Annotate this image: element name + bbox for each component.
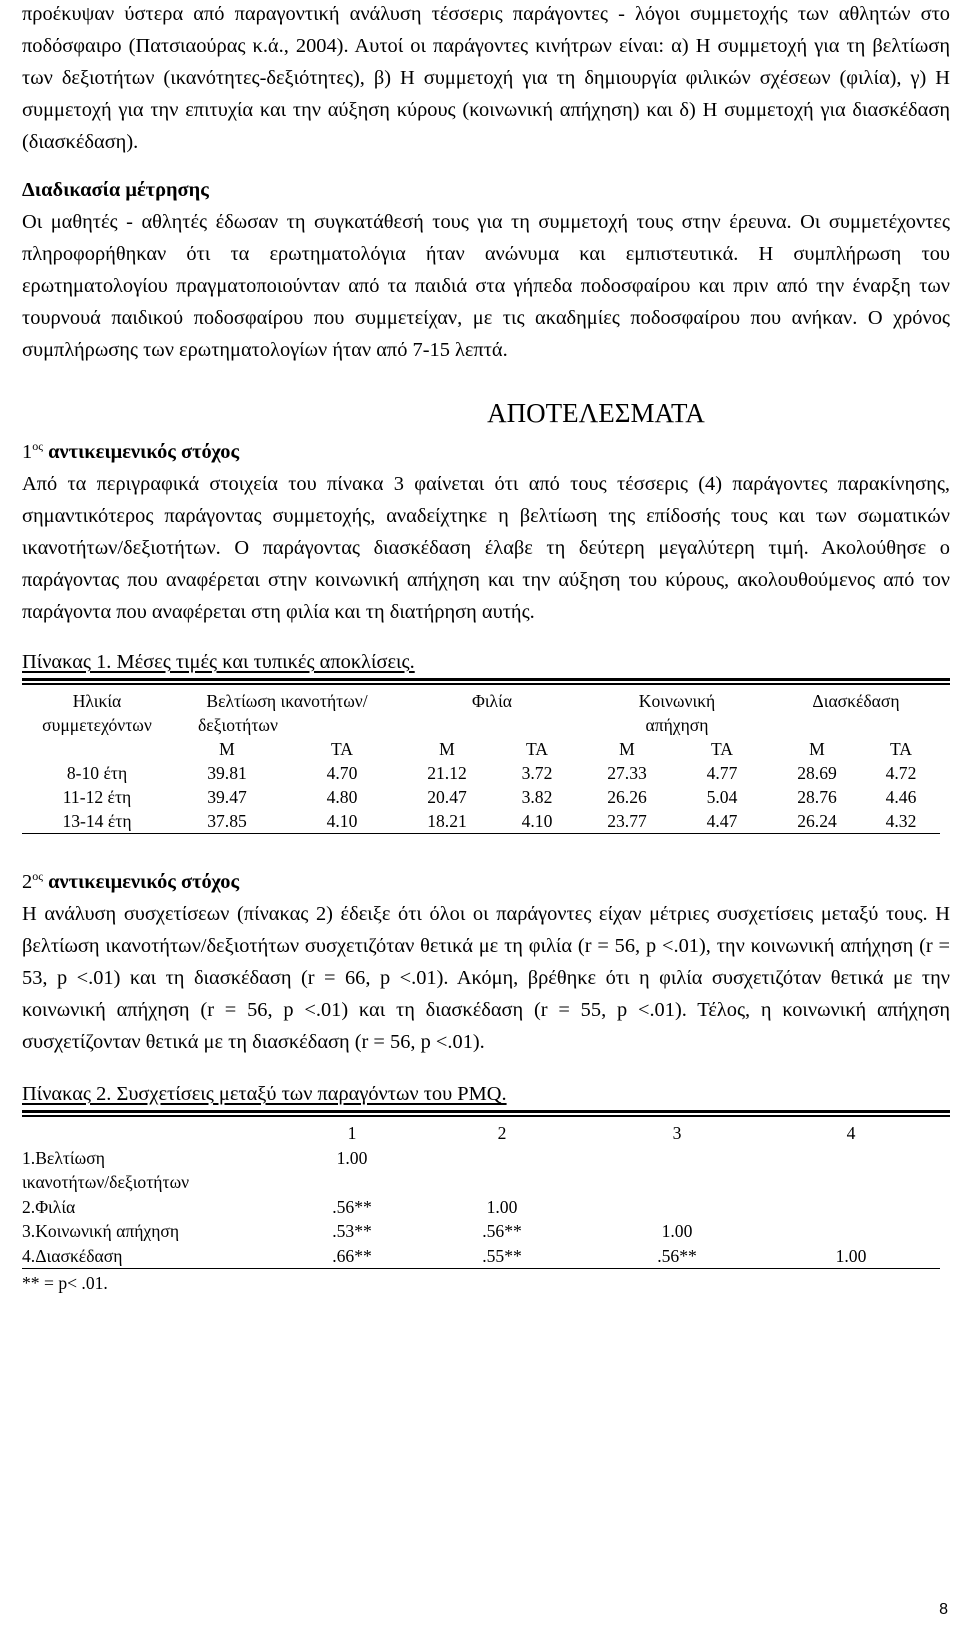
table2-col-header: 4 — [846, 1123, 856, 1143]
table2 — [22, 1121, 940, 1268]
intro-paragraph: προέκυψαν ύστερα από παραγοντική ανάλυση τέσσερις παράγοντες - λόγοι συμμετοχής των αθλητών στο ποδόσφαιρο (Πατσιαούρας κ.ά., 2004). Αυτοί οι παράγοντες κινήτρων είναι: α) Η συμμετοχή για τη βελτίωση των δεξιοτήτων (ικανότητες-δεξιότητες), β) Η συμμετοχή για τη δημιουργία φιλικών σχέσεων (φιλία), γ) Η συμμετοχή για την επιτυχία και την αύξηση κύρους (κοινωνική απήχηση) και δ) Η συμμετοχή για διασκέδαση (διασκέδαση). — [22, 3, 950, 153]
table-cell: .53** — [332, 1221, 372, 1241]
table-cell: 5.04 — [706, 787, 738, 807]
table2-bottom-rule — [22, 1268, 940, 1269]
table-cell: 37.85 — [207, 811, 247, 831]
table-cell: 26.26 — [607, 787, 647, 807]
table2-caption: Πίνακας 2. Συσχετίσεις μεταξύ των παραγόντων του PMQ. — [22, 1083, 507, 1105]
table-cell — [412, 1170, 592, 1195]
table-cell — [762, 1219, 940, 1244]
procedure-heading: Διαδικασία μέτρησης — [22, 179, 209, 201]
table-cell: 28.76 — [797, 787, 837, 807]
table-cell: 4.47 — [706, 811, 738, 831]
table1-head-sd: ΤΑ — [330, 739, 354, 759]
table2-row-label: 3.Κοινωνική απήχηση — [22, 1221, 180, 1241]
table-cell: 27.33 — [607, 763, 647, 783]
table1-head-m: Μ — [809, 739, 825, 759]
table-cell: .55** — [482, 1245, 522, 1266]
procedure-paragraph: Οι μαθητές - αθλητές έδωσαν τη συγκατάθεσή τους για τη συμμετοχή τους στην έρευνα. Οι συμμετέχοντες πληροφορήθηκαν ότι τα ερωτηματολόγια ήταν ανώνυμα και εμπιστευτικά. Η συμπλήρωση του ερωτηματολογίου πραγματοποιούνταν από τα παιδιά στα γήπεδα ποδοσφαίρου και πριν από την έναρξη των τουρνουά παιδικού ποδοσφαίρου που συμμετείχαν, με τις ακαδημίες ποδοσφαίρου που ανήκαν. Ο χρόνος συμπλήρωσης των ερωτηματολογίων ήταν από 7-15 λεπτά. — [22, 211, 950, 361]
goal1-heading — [22, 430, 950, 468]
table-row — [22, 809, 940, 833]
document-page — [22, 0, 950, 1295]
table1-head-m: Μ — [219, 739, 235, 759]
table-cell: 3.82 — [521, 787, 553, 807]
goal2-ordinal: ος — [32, 869, 43, 883]
table-cell — [762, 1170, 940, 1195]
table2-col-header: 1 — [347, 1123, 357, 1143]
table-cell — [412, 1146, 592, 1171]
table2-col-header: 3 — [672, 1123, 682, 1143]
table1-head-skills-2: δεξιοτήτων — [198, 715, 278, 735]
goal2-paragraph: Η ανάλυση συσχετίσεων (πίνακας 2) έδειξε ότι όλοι οι παράγοντες είχαν μέτριες συσχετίσεις μεταξύ τους. Η βελτίωση ικανοτήτων/δεξιοτήτων συσχετιζόταν θετικά με τη φιλία (r = 56, p <.01), την κοινωνική απήχηση (r = 53, p <.01) και τη διασκέδαση (r = 66, p <.01). Ακόμη, βρέθηκε ότι η φιλία συσχετιζόταν θετικά με την κοινωνική απήχηση (r = 56, p <.01) και τη διασκέδαση (r = 55, p <.01). Τέλος, η κοινωνική απήχηση συσχετίζονταν θετικά με τη διασκέδαση (r = 56, p <.01). — [22, 903, 950, 1053]
goal2-number: 2 — [22, 871, 33, 893]
table1-head-friend: Φιλία — [471, 691, 513, 711]
table1-head-age-1: Ηλικία — [72, 691, 122, 711]
table1-age-cell: 13-14 έτη — [62, 811, 132, 831]
goal1-paragraph: Από τα περιγραφικά στοιχεία του πίνακα 3 φαίνεται ότι από τους τέσσερις (4) παράγοντες παρακίνησης, σημαντικότερος παράγοντας συμμετοχής, αναδείχτηκε η βελτίωση της επίδοσής τους και των σωματικών ικανοτήτων/δεξιοτήτων. Ο παράγοντας διασκέδαση έλαβε τη δεύτερη μεγαλύτερη τιμή. Ακολούθησε ο παράγοντας που αναφέρεται στην κοινωνική απήχηση και την αύξηση του κύρους, ακολουθούμενος από τον παράγοντα που αναφέρεται στη φιλία και τη διατήρηση αυτής. — [22, 473, 950, 623]
table2-row-label: ικανοτήτων/δεξιοτήτων — [22, 1172, 190, 1192]
table-cell: 4.77 — [706, 763, 738, 783]
table-cell: 4.46 — [885, 787, 917, 807]
table2-row-label: 2.Φιλία — [22, 1196, 76, 1217]
table-cell: 1.00 — [661, 1221, 693, 1241]
table2-col-header: 2 — [497, 1123, 507, 1143]
results-title: ΑΠΟΤΕΛΕΣΜΑΤΑ — [487, 398, 705, 428]
page-number: 8 — [939, 1601, 948, 1618]
table-cell: 23.77 — [607, 811, 647, 831]
table-cell: 4.80 — [326, 787, 358, 807]
table-cell: 28.69 — [797, 763, 837, 783]
table-cell: 1.00 — [835, 1245, 867, 1266]
table1-age-cell: 8-10 έτη — [66, 763, 128, 783]
table1-header-row-1 — [22, 689, 940, 713]
table2-top-rule — [22, 1110, 950, 1117]
table1-head-social-1: Κοινωνική — [638, 691, 716, 711]
table1-head-fun: Διασκέδαση — [812, 691, 900, 711]
table-row — [22, 1219, 940, 1244]
table1-header-row-2 — [22, 713, 940, 737]
goal2-label: αντικειμενικός στόχος — [48, 871, 240, 893]
table-row — [22, 1146, 940, 1171]
table-cell: 18.21 — [427, 811, 467, 831]
table-cell: .56** — [332, 1196, 372, 1217]
table-cell: 39.47 — [207, 787, 247, 807]
table-cell — [592, 1170, 762, 1195]
table-cell: 21.12 — [427, 763, 467, 783]
table2-note: ** = p< .01. — [22, 1273, 108, 1293]
table-cell: .56** — [657, 1245, 697, 1266]
table1-head-sd: ΤΑ — [525, 739, 549, 759]
table1-head-skills-1: Βελτίωση ικανοτήτων/ — [206, 691, 368, 711]
table-cell — [592, 1195, 762, 1220]
table-cell: 4.10 — [326, 811, 358, 831]
table1-top-rule — [22, 678, 950, 685]
table2-row-label: 4.Διασκέδαση — [22, 1245, 123, 1266]
table-cell — [762, 1146, 940, 1171]
goal1-label: αντικειμενικός στόχος — [48, 441, 240, 463]
table1-head-social-2: απήχηση — [645, 715, 709, 735]
table1-head-sd: ΤΑ — [710, 739, 734, 759]
table1-head-sd: ΤΑ — [889, 739, 913, 759]
table-row — [22, 1170, 940, 1195]
goal1-number: 1 — [22, 441, 33, 463]
table-row — [22, 1244, 940, 1269]
goal2-heading — [22, 860, 950, 898]
table-cell: 3.72 — [521, 763, 553, 783]
table-row — [22, 761, 940, 785]
table-cell: 4.70 — [326, 763, 358, 783]
table1-caption: Πίνακας 1. Μέσες τιμές και τυπικές αποκλίσεις. — [22, 651, 415, 673]
table-cell: 4.72 — [885, 763, 917, 783]
table2-header-row — [22, 1121, 940, 1146]
table-cell: 1.00 — [486, 1196, 518, 1217]
table-cell: 4.32 — [885, 811, 917, 831]
table-cell: .66** — [332, 1245, 372, 1266]
table1-head-m: Μ — [439, 739, 455, 759]
table-cell: 39.81 — [207, 763, 247, 783]
table-cell — [762, 1195, 940, 1220]
table-cell: 26.24 — [797, 811, 837, 831]
table1-header-row-3 — [22, 737, 940, 761]
table2-row-label: 1.Βελτίωση — [22, 1147, 105, 1168]
table-cell: 1.00 — [336, 1147, 368, 1168]
table-cell: .56** — [482, 1221, 522, 1241]
table1-head-m: Μ — [619, 739, 635, 759]
goal1-ordinal: ος — [32, 439, 43, 453]
table1-head-age-2: συμμετεχόντων — [42, 715, 152, 735]
table-cell — [592, 1146, 762, 1171]
table-cell: 20.47 — [427, 787, 467, 807]
table1 — [22, 689, 940, 833]
table1-age-cell: 11-12 έτη — [62, 787, 132, 807]
table-cell — [292, 1170, 412, 1195]
table-row — [22, 1195, 940, 1220]
table-row — [22, 785, 940, 809]
table-cell: 4.10 — [521, 811, 553, 831]
